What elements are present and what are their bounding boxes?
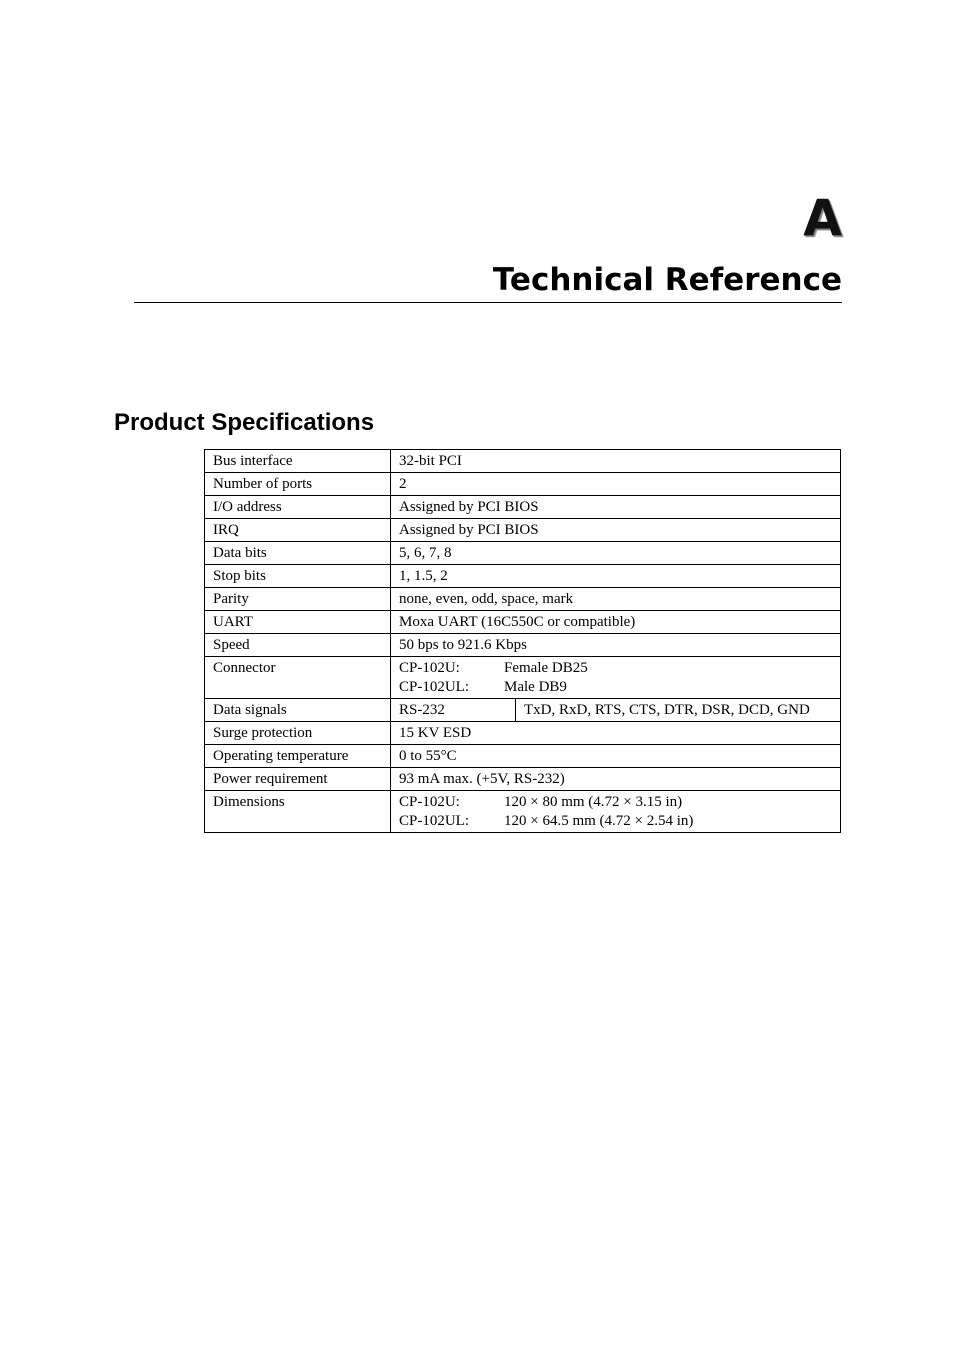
spec-value: 15 KV ESD xyxy=(391,722,841,745)
spec-value: 32-bit PCI xyxy=(391,450,841,473)
table-row xyxy=(205,634,841,657)
model-name: CP-102U: xyxy=(399,660,460,676)
chapter-divider xyxy=(134,302,842,303)
dimension-value: 120 × 80 mm (4.72 × 3.15 in) xyxy=(504,794,683,810)
table-row xyxy=(205,657,841,699)
spec-value: 2 xyxy=(391,473,841,496)
dimension-value: 120 × 64.5 mm (4.72 × 2.54 in) xyxy=(504,813,694,829)
connector-type: Female DB25 xyxy=(504,660,588,676)
spec-value: none, even, odd, space, mark xyxy=(391,588,841,611)
model-name: CP-102UL: xyxy=(399,679,470,695)
model-name: CP-102U: xyxy=(399,794,460,810)
table-row xyxy=(205,496,841,519)
table-row xyxy=(205,722,841,745)
spec-value: 1, 1.5, 2 xyxy=(391,565,841,588)
spec-value: Moxa UART (16C550C or compatible) xyxy=(391,611,841,634)
spec-label: Bus interface xyxy=(205,450,391,473)
spec-label: Data signals xyxy=(205,699,391,722)
connector-line xyxy=(399,678,832,697)
spec-value: Assigned by PCI BIOS xyxy=(391,519,841,542)
table-row xyxy=(205,611,841,634)
table-row xyxy=(205,473,841,496)
spec-value xyxy=(391,657,841,699)
spec-label: I/O address xyxy=(205,496,391,519)
table-row xyxy=(205,745,841,768)
spec-value: 5, 6, 7, 8 xyxy=(391,542,841,565)
spec-label: Connector xyxy=(205,657,391,699)
specifications-table xyxy=(204,449,841,833)
table-row xyxy=(205,542,841,565)
dimension-line xyxy=(399,793,832,812)
spec-label: IRQ xyxy=(205,519,391,542)
chapter-title: Technical Reference xyxy=(492,262,842,298)
spec-label: Speed xyxy=(205,634,391,657)
connector-type: Male DB9 xyxy=(504,679,567,695)
spec-value: 93 mA max. (+5V, RS-232) xyxy=(391,768,841,791)
spec-value: 0 to 55°C xyxy=(391,745,841,768)
table-row xyxy=(205,519,841,542)
spec-value: 50 bps to 921.6 Kbps xyxy=(391,634,841,657)
signal-interface: RS-232 xyxy=(391,699,516,722)
spec-label: Power requirement xyxy=(205,768,391,791)
dimension-line xyxy=(399,812,832,831)
table-row xyxy=(205,450,841,473)
table-row xyxy=(205,791,841,833)
chapter-letter: A xyxy=(803,189,842,247)
table-row xyxy=(205,565,841,588)
spec-label: Data bits xyxy=(205,542,391,565)
spec-label: Surge protection xyxy=(205,722,391,745)
table-row xyxy=(205,588,841,611)
section-heading: Product Specifications xyxy=(114,409,375,436)
model-name: CP-102UL: xyxy=(399,813,470,829)
spec-label: Stop bits xyxy=(205,565,391,588)
spec-label: Parity xyxy=(205,588,391,611)
spec-label: UART xyxy=(205,611,391,634)
signal-list: TxD, RxD, RTS, CTS, DTR, DSR, DCD, GND xyxy=(516,699,841,722)
spec-label: Operating temperature xyxy=(205,745,391,768)
table-row xyxy=(205,699,841,722)
spec-value xyxy=(391,791,841,833)
spec-label: Dimensions xyxy=(205,791,391,833)
spec-value: Assigned by PCI BIOS xyxy=(391,496,841,519)
table-row xyxy=(205,768,841,791)
spec-label: Number of ports xyxy=(205,473,391,496)
connector-line xyxy=(399,659,832,678)
